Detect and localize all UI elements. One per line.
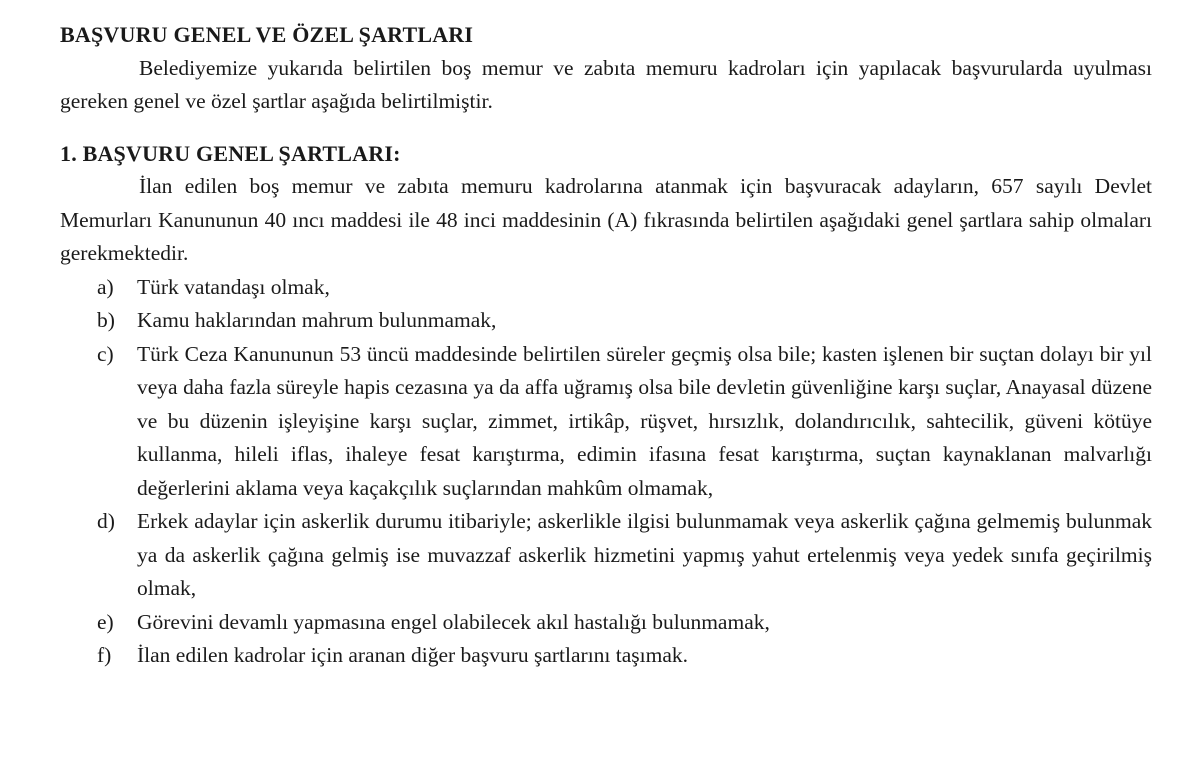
intro-paragraph: Belediyemize yukarıda belirtilen boş memur ve zabıta memuru kadroları için yapılacak başvurularda uyulması gereken genel ve özel şartlar aşağıda belirtilmiştir.: [60, 55, 1152, 113]
document-page: [60, 18, 1152, 673]
list-marker: c): [97, 341, 114, 366]
list-item: [60, 304, 1152, 338]
list-item-text: Kamu haklarından mahrum bulunmamak,: [137, 308, 497, 332]
list-item: [60, 639, 1152, 673]
list-item-text: İlan edilen kadrolar için aranan diğer başvuru şartlarını taşımak.: [137, 643, 689, 667]
list-marker: e): [97, 609, 114, 634]
list-item: [60, 338, 1152, 506]
section-spacer: [60, 119, 1152, 137]
list-marker: d): [97, 509, 115, 533]
requirements-list: [60, 271, 1152, 673]
list-marker: a): [97, 274, 114, 299]
list-item: [60, 271, 1152, 305]
list-marker: b): [97, 308, 115, 332]
list-item-text: Türk Ceza Kanununun 53 üncü maddesinde belirtilen süreler geçmiş olsa bile; kasten işlenen bir suçtan dolayı bir yıl veya daha fazla süreyle hapis cezasına ya da affa uğramış olsa bile devletin güvenliğine karşı suçlar, Anayasal düzene ve bu düzenin işleyişine karşı suçlar, zimmet, irtikâp, rüşvet, hırsızlık, dolandırıcılık, sahtecilik, güveni kötüye kullanma, hileli iflas, ihaleye fesat karıştırma, edimin ifasına fesat karıştırma, suçtan kaynaklanan malvarlığı değerlerini aklama veya kaçakçılık suçlarından mahkûm olmamak,: [137, 341, 1152, 500]
document-title: BAŞVURU GENEL VE ÖZEL ŞARTLARI: [60, 22, 474, 47]
list-item-text: Görevini devamlı yapmasına engel olabilecek akıl hastalığı bulunmamak,: [137, 609, 770, 634]
list-item-text: Türk vatandaşı olmak,: [137, 274, 330, 299]
list-item-text: Erkek adaylar için askerlik durumu itibariyle; askerlikle ilgisi bulunmamak veya askerlik çağına gelmemiş bulunmak ya da askerlik çağına gelmiş ise muvazzaf askerlik hizmetini yapmış yahut ertelenmiş veya yedek sınıfa geçirilmiş olmak,: [137, 509, 1152, 600]
list-item: [60, 606, 1152, 640]
section-heading: 1. BAŞVURU GENEL ŞARTLARI:: [60, 140, 401, 166]
list-marker: f): [97, 643, 112, 667]
list-item: [60, 505, 1152, 606]
section-paragraph: İlan edilen boş memur ve zabıta memuru kadrolarına atanmak için başvuracak adayların, 657 sayılı Devlet Memurları Kanununun 40 ıncı maddesi ile 48 inci maddesinin (A) fıkrasında belirtilen aşağıdaki genel şartlara sahip olmaları gerekmektedir.: [60, 174, 1152, 265]
